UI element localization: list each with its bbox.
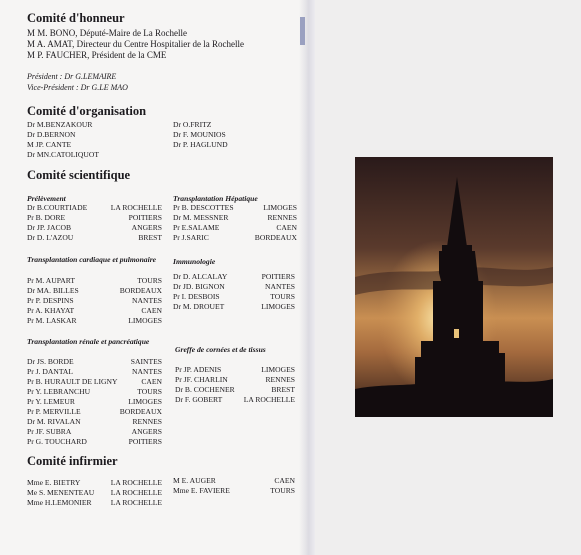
honneur-line: M P. FAUCHER, Président de la CME	[27, 50, 167, 60]
member-city: LA ROCHELLE	[110, 478, 162, 487]
member-city: LA ROCHELLE	[243, 395, 295, 404]
lit-window	[454, 329, 459, 338]
member-name: Dr B.COURTIADE	[27, 203, 88, 212]
organisation-member: Dr O.FRITZ	[173, 120, 212, 129]
honneur-line: M A. AMAT, Directeur du Centre Hospitalier de la Rochelle	[27, 39, 245, 49]
president: Président : Dr G.LEMAIRE	[27, 72, 117, 81]
infirmier-title: Comité infirmier	[27, 454, 118, 468]
church-spire-sunset-photo	[355, 157, 553, 417]
member-name: Dr JS. BORDE	[27, 357, 74, 366]
member-name: Mme H.LEMONIER	[27, 498, 92, 507]
member-city: POITIERS	[128, 213, 162, 222]
member-city: LA ROCHELLE	[110, 488, 162, 497]
member-city: CAEN	[141, 306, 162, 315]
member-name: Pr E.SALAME	[173, 223, 220, 232]
member-city: BORDEAUX	[119, 286, 162, 295]
member-city: NANTES	[265, 282, 295, 291]
member-name: Pr Y. LEBRANCHU	[27, 387, 91, 396]
member-city: BREST	[138, 233, 162, 242]
member-city: LIMOGES	[263, 203, 297, 212]
member-name: Pr J.SARIC	[173, 233, 209, 242]
member-city: NANTES	[132, 296, 162, 305]
page-fold	[299, 0, 315, 555]
member-name: Pr M. LASKAR	[27, 316, 77, 325]
member-city: LA ROCHELLE	[110, 203, 162, 212]
organisation-member: Dr M.BENZAKOUR	[27, 120, 93, 129]
member-name: Pr A. KHAYAT	[27, 306, 75, 315]
member-city: CAEN	[276, 223, 297, 232]
member-name: Dr F. GOBERT	[175, 395, 223, 404]
renale-title: Transplantation rénale et pancréatique	[27, 337, 150, 346]
member-city: TOURS	[137, 387, 162, 396]
member-name: Pr JF. CHARLIN	[175, 375, 228, 384]
member-name: Pr B. HURAULT DE LIGNY	[27, 377, 118, 386]
member-name: M E. AUGER	[173, 476, 216, 485]
prelevement-title: Prélèvement	[27, 194, 66, 203]
member-name: Pr I. DESBOIS	[173, 292, 220, 301]
member-name: Pr J. DANTAL	[27, 367, 74, 376]
member-name: Pr JP. ADENIS	[175, 365, 222, 374]
member-city: LA ROCHELLE	[110, 498, 162, 507]
member-city: LIMOGES	[261, 365, 295, 374]
member-city: TOURS	[137, 276, 162, 285]
member-city: LIMOGES	[128, 397, 162, 406]
member-name: Dr JP. JACOB	[27, 223, 72, 232]
member-city: RENNES	[132, 417, 162, 426]
member-name: Me S. MENENTEAU	[27, 488, 95, 497]
member-city: RENNES	[265, 375, 295, 384]
member-city: CAEN	[274, 476, 295, 485]
vice-president: Vice-Président : Dr G.LE MAO	[27, 83, 128, 92]
honneur-line: M M. BONO, Député-Maire de La Rochelle	[27, 28, 187, 38]
member-city: LIMOGES	[261, 302, 295, 311]
member-name: Pr G. TOUCHARD	[27, 437, 87, 446]
cornees-title: Greffe de cornées et de tissus	[175, 345, 266, 354]
cardiaque-title: Transplantation cardiaque et pulmonaire	[27, 255, 157, 264]
member-name: Dr MA. BILLES	[27, 286, 79, 295]
member-city: CAEN	[141, 377, 162, 386]
member-name: Dr M. MESSNER	[173, 213, 229, 222]
hepatique-title: Transplantation Hépatique	[173, 194, 258, 203]
member-name: Pr B. DORE	[27, 213, 66, 222]
member-city: POITIERS	[261, 272, 295, 281]
member-name: Dr D. L'AZOU	[27, 233, 74, 242]
member-city: BORDEAUX	[254, 233, 297, 242]
member-city: POITIERS	[128, 437, 162, 446]
member-name: Pr Y. LEMEUR	[27, 397, 75, 406]
member-city: SAINTES	[130, 357, 162, 366]
member-name: Pr JF. SUBRA	[27, 427, 72, 436]
member-name: Dr M. RIVALAN	[27, 417, 81, 426]
organisation-member: Dr D.BERNON	[27, 130, 76, 139]
member-name: Dr D. ALCALAY	[173, 272, 228, 281]
organisation-member: Dr MN.CATOLIQUOT	[27, 150, 99, 159]
scientifique-title: Comité scientifique	[27, 168, 131, 182]
member-city: ANGERS	[131, 427, 162, 436]
member-name: Pr B. DESCOTTES	[173, 203, 234, 212]
member-name: Dr JD. BIGNON	[173, 282, 225, 291]
member-city: TOURS	[270, 292, 295, 301]
member-city: NANTES	[132, 367, 162, 376]
member-name: Pr M. AUPART	[27, 276, 76, 285]
fold-mark	[300, 17, 305, 45]
honneur-title: Comité d'honneur	[27, 11, 125, 25]
member-name: Dr M. DROUET	[173, 302, 225, 311]
immunologie-title: Immunologie	[173, 257, 216, 266]
member-name: Pr P. MERVILLE	[27, 407, 81, 416]
organisation-member: Dr P. HAGLUND	[173, 140, 228, 149]
member-name: Dr B. COCHENER	[175, 385, 235, 394]
member-name: Pr P. DESPINS	[27, 296, 74, 305]
member-city: ANGERS	[131, 223, 162, 232]
member-city: BORDEAUX	[119, 407, 162, 416]
organisation-member: M JP. CANTE	[27, 140, 72, 149]
member-city: TOURS	[270, 486, 295, 495]
member-name: Mme E. BIETRY	[27, 478, 81, 487]
member-city: LIMOGES	[128, 316, 162, 325]
member-name: Mme E. FAVIERE	[173, 486, 230, 495]
organisation-member: Dr F. MOUNIOS	[173, 130, 226, 139]
member-city: RENNES	[267, 213, 297, 222]
member-city: BREST	[271, 385, 295, 394]
organisation-title: Comité d'organisation	[27, 104, 147, 118]
